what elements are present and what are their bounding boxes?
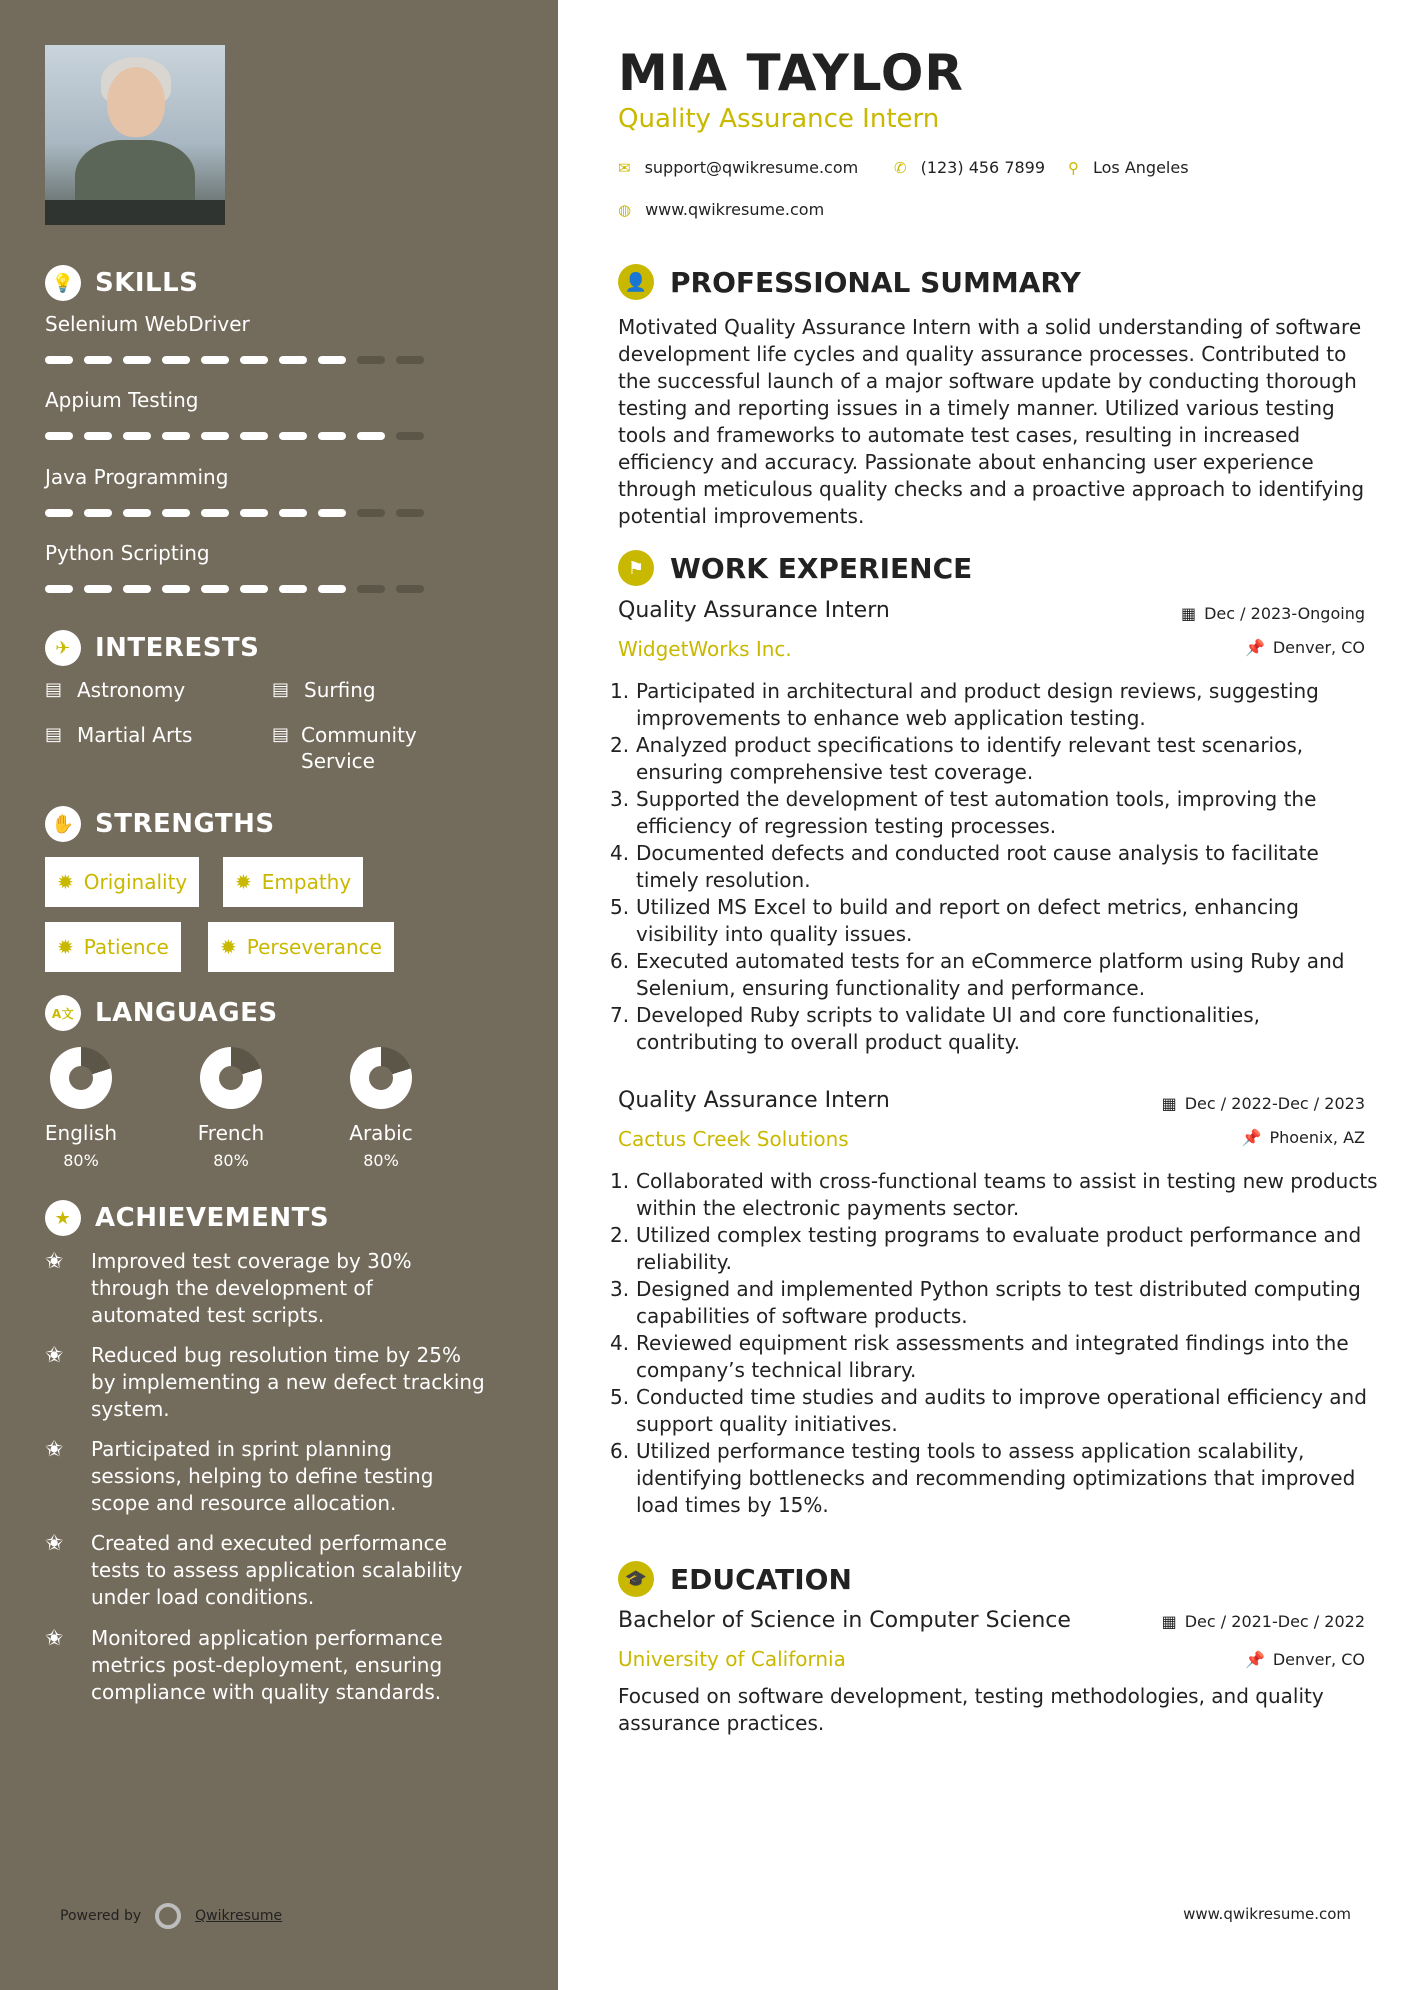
list-item: 1. Participated in architectural and product design reviews, suggesting improvements to enhance web application testing. bbox=[610, 679, 1319, 730]
website-link[interactable]: www.qwikresume.com bbox=[645, 200, 825, 219]
strength-tag: ✹ Empathy bbox=[223, 857, 363, 907]
skill-dot-filled bbox=[318, 432, 346, 440]
skill-dot-filled bbox=[318, 356, 346, 364]
list-item: 3. Supported the development of test automation tools, improving the efficiency of regression testing processes. bbox=[610, 787, 1317, 838]
list-item: 5. Utilized MS Excel to build and report on defect metrics, enhancing visibility into quality issues. bbox=[610, 895, 1299, 946]
skill-dot-empty bbox=[357, 509, 385, 517]
book-icon: ▤ bbox=[45, 679, 63, 700]
job-bullets bbox=[610, 1168, 1380, 1519]
skill-name: Selenium WebDriver bbox=[45, 312, 250, 336]
person-name: MIA TAYLOR bbox=[618, 44, 964, 102]
skill-dot-filled bbox=[318, 585, 346, 593]
envelope-icon: ✉ bbox=[618, 158, 631, 177]
interests-heading: ✈ INTERESTS bbox=[45, 630, 259, 666]
language-percent: 80% bbox=[213, 1151, 249, 1170]
book-icon: ▤ bbox=[272, 724, 290, 745]
shooting-star-icon: ✬ bbox=[45, 1626, 64, 1651]
skill-dot-filled bbox=[201, 585, 229, 593]
skill-dot-filled bbox=[318, 509, 346, 517]
job-title: Quality Assurance Intern bbox=[618, 1088, 890, 1113]
skill-dot-empty bbox=[396, 356, 424, 364]
language-name: French bbox=[197, 1121, 265, 1145]
translate-icon: A文 bbox=[45, 995, 81, 1031]
skill-dot-empty bbox=[396, 509, 424, 517]
sun-icon: ✹ bbox=[235, 870, 252, 894]
summary-text: Motivated Quality Assurance Intern with a solid understanding of software development life cycles and quality assurance processes. Contributed to the successful launch of a major software update by conducting thorough testing and reporting issues in a timely manner. Utilized various testing tools and frameworks to automate test cases, resulting in increased efficiency and accuracy. Passionate about enhancing user experience through meticulous quality checks and a proactive approach to identifying potential improvements. bbox=[618, 315, 1365, 528]
skill-dot-empty bbox=[357, 585, 385, 593]
skill-dot-filled bbox=[162, 432, 190, 440]
shooting-star-icon: ✬ bbox=[45, 1249, 64, 1274]
list-item: 1. Collaborated with cross-functional teams to assist in testing new products within the electronic payments sector. bbox=[610, 1169, 1378, 1220]
skill-dot-empty bbox=[357, 356, 385, 364]
languages-heading: A文 LANGUAGES bbox=[45, 995, 278, 1031]
skill-dot-filled bbox=[123, 509, 151, 517]
language-level-ring bbox=[200, 1047, 262, 1109]
user-icon: 👤 bbox=[618, 264, 654, 300]
job-dates: ▦ Dec / 2022-Dec / 2023 bbox=[1161, 1094, 1365, 1113]
job-bullets bbox=[610, 678, 1380, 1056]
sun-icon: ✹ bbox=[57, 870, 74, 894]
list-item: 3. Designed and implemented Python scripts to test distributed computing capabilities of software products. bbox=[610, 1277, 1361, 1328]
language-item bbox=[176, 1047, 286, 1170]
skill-dot-filled bbox=[84, 432, 112, 440]
strength-tag: ✹ Originality bbox=[45, 857, 199, 907]
hand-icon: ✋ bbox=[45, 806, 81, 842]
paper-plane-icon: ✈ bbox=[45, 630, 81, 666]
achievement-item: ✬ Improved test coverage by 30% through the development of automated test scripts. bbox=[45, 1249, 412, 1327]
language-level-ring bbox=[350, 1047, 412, 1109]
skill-dot-filled bbox=[240, 509, 268, 517]
job-location: 📌 Phoenix, AZ bbox=[1241, 1128, 1365, 1147]
contact-location: ⚲ Los Angeles bbox=[1068, 158, 1189, 177]
skill-item bbox=[45, 312, 425, 336]
list-item: 7. Developed Ruby scripts to validate UI and core functionalities, contributing to overall product quality. bbox=[610, 1003, 1260, 1054]
education-heading: 🎓 EDUCATION bbox=[618, 1561, 852, 1597]
star-icon: ★ bbox=[45, 1200, 81, 1236]
skill-dot-empty bbox=[396, 432, 424, 440]
achievement-item: ✬ Monitored application performance metrics post-deployment, ensuring compliance with quality standards. bbox=[45, 1626, 443, 1704]
map-pin-icon: ⚲ bbox=[1068, 158, 1079, 177]
contact-phone: ✆ (123) 456 7899 bbox=[894, 158, 1046, 177]
achievements-heading: ★ ACHIEVEMENTS bbox=[45, 1200, 329, 1236]
shooting-star-icon: ✬ bbox=[45, 1531, 64, 1556]
skill-dot-filled bbox=[84, 509, 112, 517]
contact-website bbox=[618, 200, 824, 219]
experience-heading: ⚑ WORK EXPERIENCE bbox=[618, 550, 972, 586]
skill-dot-filled bbox=[45, 356, 73, 364]
chair-icon: ⚑ bbox=[618, 550, 654, 586]
list-item: 6. Utilized performance testing tools to assess application scalability, identifying bottlenecks and recommending optimizations that improved load times by 15%. bbox=[610, 1439, 1356, 1517]
skill-dot-filled bbox=[201, 432, 229, 440]
graduation-cap-icon: 🎓 bbox=[618, 1561, 654, 1597]
calendar-icon: ▦ bbox=[1161, 1612, 1177, 1631]
skill-dot-filled bbox=[279, 585, 307, 593]
profile-photo bbox=[45, 45, 225, 225]
summary-heading: 👤 PROFESSIONAL SUMMARY bbox=[618, 264, 1081, 300]
skill-dot-filled bbox=[162, 585, 190, 593]
skill-dot-filled bbox=[162, 356, 190, 364]
skill-dot-empty bbox=[396, 585, 424, 593]
degree-title: Bachelor of Science in Computer Science bbox=[618, 1608, 1071, 1633]
company-name: Cactus Creek Solutions bbox=[618, 1127, 849, 1151]
list-item: 5. Conducted time studies and audits to improve operational efficiency and support quality initiatives. bbox=[610, 1385, 1367, 1436]
skills-heading: 💡 SKILLS bbox=[45, 265, 198, 301]
skill-level-bar bbox=[45, 356, 424, 364]
interest-item: ▤ Surfing bbox=[272, 678, 376, 702]
skill-dot-filled bbox=[357, 432, 385, 440]
skill-dot-filled bbox=[279, 432, 307, 440]
skill-dot-filled bbox=[162, 509, 190, 517]
skill-dot-filled bbox=[45, 432, 73, 440]
skill-name: Java Programming bbox=[45, 465, 229, 489]
skill-item bbox=[45, 388, 425, 412]
job-title: Quality Assurance Intern bbox=[618, 598, 890, 623]
pushpin-icon: 📌 bbox=[1244, 1650, 1265, 1669]
pushpin-icon: 📌 bbox=[1244, 638, 1265, 657]
shooting-star-icon: ✬ bbox=[45, 1437, 64, 1462]
language-percent: 80% bbox=[63, 1151, 99, 1170]
sidebar bbox=[0, 0, 558, 1990]
job-location: 📌 Denver, CO bbox=[1244, 638, 1365, 657]
skill-dot-filled bbox=[123, 432, 151, 440]
skill-name: Python Scripting bbox=[45, 541, 210, 565]
qwikresume-logo-icon bbox=[155, 1903, 181, 1929]
education-dates: ▦ Dec / 2021-Dec / 2022 bbox=[1161, 1612, 1365, 1631]
interest-item: ▤ Martial Arts bbox=[45, 723, 193, 747]
calendar-icon: ▦ bbox=[1161, 1094, 1177, 1113]
skill-dot-filled bbox=[84, 585, 112, 593]
language-item bbox=[326, 1047, 436, 1170]
education-text: Focused on software development, testing methodologies, and quality assurance practices. bbox=[618, 1684, 1324, 1735]
skill-level-bar bbox=[45, 432, 424, 440]
skill-dot-filled bbox=[279, 356, 307, 364]
person-role: Quality Assurance Intern bbox=[618, 104, 940, 134]
strengths-heading: ✋ STRENGTHS bbox=[45, 806, 275, 842]
skill-dot-filled bbox=[45, 585, 73, 593]
list-item: 6. Executed automated tests for an eCommerce platform using Ruby and Selenium, ensuring functionality and performance. bbox=[610, 949, 1345, 1000]
skill-dot-filled bbox=[279, 509, 307, 517]
skill-item bbox=[45, 465, 425, 489]
pushpin-icon: 📌 bbox=[1241, 1128, 1262, 1147]
email-link[interactable]: support@qwikresume.com bbox=[644, 158, 859, 177]
achievement-item: ✬ Participated in sprint planning sessions, helping to define testing scope and resource allocation. bbox=[45, 1437, 434, 1515]
skill-dot-filled bbox=[84, 356, 112, 364]
skill-dot-filled bbox=[201, 509, 229, 517]
skill-dot-filled bbox=[45, 509, 73, 517]
strength-tag: ✹ Patience bbox=[45, 922, 181, 972]
interest-item: ▤ Community Service bbox=[272, 723, 417, 773]
skill-dot-filled bbox=[240, 356, 268, 364]
main-content bbox=[558, 0, 1407, 1990]
education-location: 📌 Denver, CO bbox=[1244, 1650, 1365, 1669]
language-name: English bbox=[44, 1121, 118, 1145]
lightbulb-icon: 💡 bbox=[45, 265, 81, 301]
list-item: 2. Analyzed product specifications to identify relevant test scenarios, ensuring comprehensive test coverage. bbox=[610, 733, 1304, 784]
skill-level-bar bbox=[45, 509, 424, 517]
skill-dot-filled bbox=[123, 585, 151, 593]
sun-icon: ✹ bbox=[57, 935, 74, 959]
list-item: 2. Utilized complex testing programs to evaluate product performance and reliability. bbox=[610, 1223, 1362, 1274]
sun-icon: ✹ bbox=[220, 935, 237, 959]
book-icon: ▤ bbox=[45, 724, 63, 745]
shooting-star-icon: ✬ bbox=[45, 1343, 64, 1368]
footer-url[interactable]: www.qwikresume.com bbox=[1183, 1905, 1351, 1923]
list-item: 4. Reviewed equipment risk assessments and integrated findings into the company’s technical library. bbox=[610, 1331, 1349, 1382]
skill-name: Appium Testing bbox=[45, 388, 199, 412]
language-item bbox=[26, 1047, 136, 1170]
achievement-item: ✬ Created and executed performance tests to assess application scalability under load conditions. bbox=[45, 1531, 463, 1609]
brand-link[interactable]: Qwikresume bbox=[195, 1908, 283, 1924]
skill-dot-filled bbox=[201, 356, 229, 364]
company-name: WidgetWorks Inc. bbox=[618, 637, 792, 661]
list-item: 4. Documented defects and conducted root cause analysis to facilitate timely resolution. bbox=[610, 841, 1319, 892]
globe-icon: ◍ bbox=[618, 200, 632, 219]
skill-item bbox=[45, 541, 425, 565]
job-dates: ▦ Dec / 2023-Ongoing bbox=[1180, 604, 1365, 623]
language-level-ring bbox=[50, 1047, 112, 1109]
strength-tag: ✹ Perseverance bbox=[208, 922, 394, 972]
achievement-item: ✬ Reduced bug resolution time by 25% by implementing a new defect tracking system. bbox=[45, 1343, 485, 1421]
contact-email bbox=[618, 158, 858, 177]
powered-by: Powered by Qwikresume bbox=[60, 1903, 282, 1929]
interest-item: ▤ Astronomy bbox=[45, 678, 186, 702]
skill-dot-filled bbox=[240, 432, 268, 440]
calendar-icon: ▦ bbox=[1180, 604, 1197, 623]
book-icon: ▤ bbox=[272, 679, 290, 700]
language-name: Arabic bbox=[349, 1121, 413, 1145]
skill-level-bar bbox=[45, 585, 424, 593]
language-percent: 80% bbox=[363, 1151, 399, 1170]
school-name: University of California bbox=[618, 1647, 846, 1671]
skill-dot-filled bbox=[123, 356, 151, 364]
skill-dot-filled bbox=[240, 585, 268, 593]
phone-icon: ✆ bbox=[894, 158, 907, 177]
